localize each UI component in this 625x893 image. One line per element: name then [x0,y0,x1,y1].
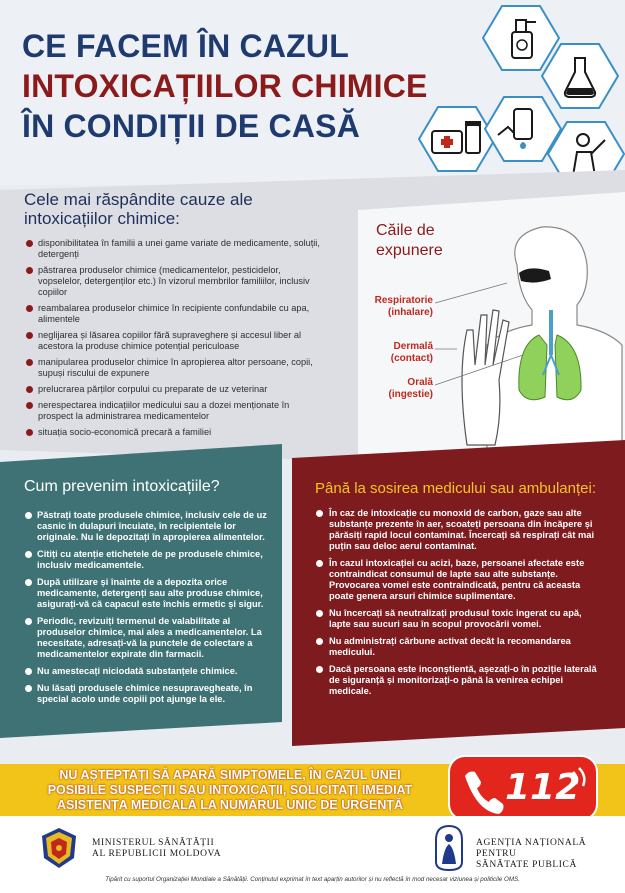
route-dermal: Dermală (contact) [390,341,433,364]
cause-item: situația socio-economică precară a familiei [24,427,324,438]
cause-item: manipularea produselor chimice în apropierea altor persoane, copii, supuși riscului de expunere [24,357,324,379]
causes-heading: Cele mai răspândite cauze ale intoxicațiilor chimice: [24,190,253,228]
agency-name: AGENȚIA NAȚIONALĂ PENTRU SĂNĂTATE PUBLICĂ [476,838,587,870]
prevent-item: Citiți cu atenție etichetele de pe produsele chimice, inclusiv medicamentele. [24,549,274,571]
agency-logo-icon [434,824,464,872]
exposure-title: Căile de expunere [376,222,443,259]
prevent-item: Periodic, revizuiți termenul de valabilitate al produselor chimice, mai ales a medicamentelor. La necesitate, adresați-vă la punctele de colectare a medicamentelor expirate din farmacii. [24,616,274,660]
exposure-panel [357,205,625,460]
ambulance-section [315,480,605,703]
causes-list [24,238,324,438]
ambulance-item: Nu încercați să neutralizați produsul toxic ingerat cu apă, lapte sau sucuri sau în scopul provocării vomei. [315,608,605,630]
cause-item: neglijarea și lăsarea copiilor fără supraveghere și accesul liber al acestora la produse chimice potențial periculoase [24,330,324,352]
route-respiratory: Respiratorie (inhalare) [374,295,433,318]
ambulance-item: Dacă persoana este inconștientă, așezați-o în poziție laterală de siguranță și monitorizați-o până la venirea echipei medicale. [315,664,605,697]
cause-item: reambalarea produselor chimice în recipiente confundabile cu apa, alimentele [24,303,324,325]
route-pointers [357,205,625,460]
prevent-item: Nu amestecați niciodată substanțele chimice. [24,666,274,677]
ambulance-heading: Până la sosirea medicului sau ambulanței: [315,480,596,497]
prevent-heading: Cum prevenim intoxicațiile? [24,478,220,495]
cause-item: prelucrarea părților corpului cu preparate de uz veterinar [24,384,324,395]
ministry-name: MINISTERUL SĂNĂTĂȚII AL REPUBLICII MOLDOVA [92,838,222,859]
prevent-section [24,478,274,711]
causes-section [24,190,324,443]
ambulance-item: Nu administrați cărbune activat decât la recomandarea medicului. [315,636,605,658]
title-line-2: INTOXICAȚIILOR CHIMICE [22,68,428,104]
title-line-1: CE FACEM ÎN CAZUL [22,28,349,64]
prevent-item: Păstrați toate produsele chimice, inclusiv cele de uz casnic în dulapuri încuiate, în recipientele lor originale. Nu le depozitați în apropierea alimentelor. [24,510,274,543]
warning-text: NU AȘTEPTAȚI SĂ APARĂ SIMPTOMELE, ÎN CAZUL UNEI POSIBILE SUSPECȚII SAU INTOXICAȚII, SOLICITAȚI IMEDIAT ASISTENȚA MEDICALĂ LA NUMĂRUL UNIC DE URGENȚĂ [47,768,413,812]
prevent-item: Nu lăsați produsele chimice nesupravegheate, în special acolo unde copiii pot ajunge la ele. [24,683,274,705]
cause-item: disponibilitatea în familii a unei game variate de medicamente, soluții, detergenți [24,238,324,260]
prevent-list [24,510,274,705]
ministry-emblem-icon [40,826,78,870]
route-oral: Orală (ingestie) [388,377,433,400]
poster-title [22,26,428,146]
emergency-number: 112 [505,767,581,808]
ambulance-item: În cazul intoxicației cu acizi, baze, persoanei afectate este contraindicat consumul de lapte sau alte substanțe. Provocarea vomei este contraindicată, pentru că aceasta poate genera arsuri chimice suplimentare. [315,558,605,602]
title-line-3: ÎN CONDIȚII DE CASĂ [22,108,361,144]
cause-item: păstrarea produselor chimice (medicamentelor, pesticidelor, vopselelor, detergenților etc.) în vizorul membrilor familiilor, inclusiv copiilor [24,265,324,298]
prevent-item: După utilizare și înainte de a depozita orice medicamente, detergenți sau alte produse chimice, asigurați-vă că capacul este închis ermetic și sigur. [24,577,274,610]
ambulance-item: În caz de intoxicație cu monoxid de carbon, gaze sau alte substanțe prezente în aer, scoateți persoana din încăpere și părăsiți rapid locul contaminat. Încercați să respirați cât mai puțin sau deloc aerul contaminat. [315,508,605,552]
ambulance-list [315,508,605,697]
emergency-number-badge [447,754,599,822]
cause-item: nerespectarea indicațiilor medicului sau a dozei menționate în prospect la administrarea medicamentelor [24,400,324,422]
disclaimer: Tipărit cu suportul Organizației Mondiale a Sănătății. Conținutul exprimat în text aparțin autorilor și nu reflectă în mod necesar viziunea și politicile OMS. [105,876,520,883]
